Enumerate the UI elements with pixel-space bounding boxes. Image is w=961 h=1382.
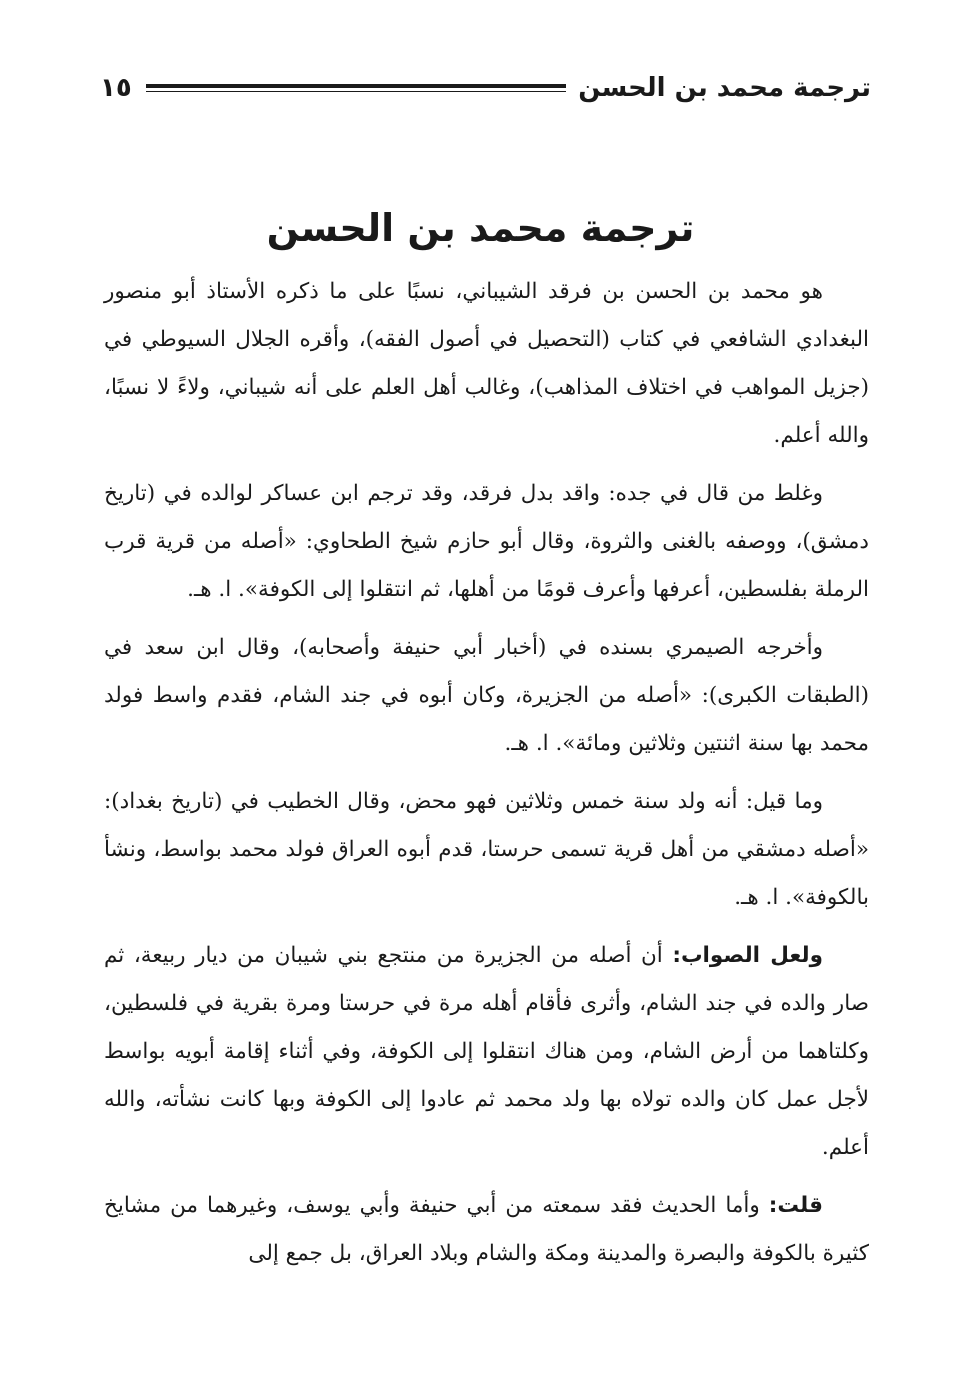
paragraph-text: أن أصله من الجزيرة من منتجع بني شيبان من ديار ربيعة، ثم صار والده في جند الشام، وأثرى فأقام أهله مرة في حرستا ومرة بقرية في فلسطين، وكلتاهما من أرض الشام، ومن هناك انتقلوا إلى الكوفة، وفي أثناء إقامة أبويه بواسط لأجل عمل كان والده تولاه بها ولد محمد ثم عادوا إلى الكوفة وبها كانت نشأته، والله أعلم. [104, 943, 869, 1160]
chapter-title: ترجمة محمد بن الحسن [266, 206, 695, 250]
running-title: ترجمة محمد بن الحسن [578, 73, 871, 103]
paragraph-6 [104, 1182, 869, 1278]
paragraph-text: وما قيل: أنه ولد سنة خمس وثلاثين فهو محض، وقال الخطيب في (تاريخ بغداد): «أصله دمشقي من أهل قرية تسمى حرستا، قدم أبوه العراق فولد محمد بواسط، ونشأ بالكوفة». ا. هـ. [104, 789, 869, 910]
paragraph-5 [104, 932, 869, 1172]
body-text [104, 268, 869, 1288]
paragraph-lead: قلت: [768, 1193, 823, 1218]
paragraph-2 [104, 470, 869, 614]
paragraph-text: وأخرجه الصيمري بسنده في (أخبار أبي حنيفة وأصحابه)، وقال ابن سعد في (الطبقات الكبرى): «أصله من الجزيرة، وكان أبوه في جند الشام، فقدم واسط فولد محمد بها سنة اثنتين وثلاثين ومائة». ا. هـ. [104, 635, 869, 756]
page-number: ١٥ [100, 73, 132, 103]
paragraph-text: وغلط من قال في جده: واقد بدل فرقد، وقد ترجم ابن عساكر لوالده في (تاريخ دمشق)، ووصفه بالغنى والثروة، وقال أبو حازم شيخ الطحاوي: «أصله من قرية قرب الرملة بفلسطين، أعرفها وأعرف قومًا من أهلها، ثم انتقلوا إلى الكوفة». ا. هـ. [104, 481, 869, 602]
running-header [100, 66, 871, 110]
paragraph-lead: ولعل الصواب: [672, 943, 823, 968]
paragraph-3 [104, 624, 869, 768]
paragraph-text: هو محمد بن الحسن بن فرقد الشيباني، نسبًا على ما ذكره الأستاذ أبو منصور البغدادي الشافعي في كتاب (التحصيل في أصول الفقه)، وأقره الجلال السيوطي في (جزيل المواهب في اختلاف المذاهب)، وغالب أهل العلم على أنه شيباني، ولاءً لا نسبًا، والله أعلم. [104, 279, 869, 448]
header-rule [146, 84, 567, 92]
paragraph-text: وأما الحديث فقد سمعته من أبي حنيفة وأبي يوسف، وغيرهما من مشايخ كثيرة بالكوفة والبصرة والمدينة ومكة والشام وبلاد العراق، بل جمع إلى [104, 1193, 869, 1266]
paragraph-4 [104, 778, 869, 922]
paragraph-1 [104, 268, 869, 460]
